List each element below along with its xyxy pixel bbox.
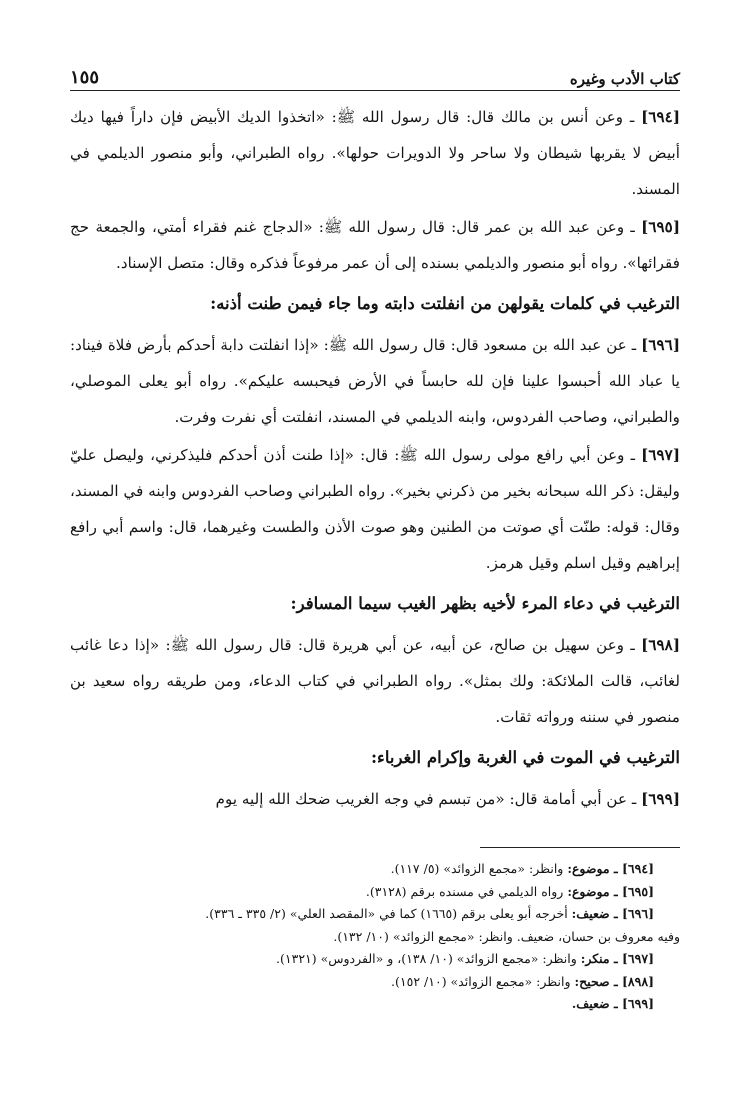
main-text bbox=[70, 99, 680, 817]
footnote-number: [٦٩٤] bbox=[622, 861, 654, 876]
hadith-number: [٦٩٥] bbox=[641, 218, 680, 236]
footnote-line bbox=[70, 858, 680, 881]
hadith-paragraph bbox=[70, 327, 680, 435]
hadith-text: ـ وعن أبي رافع مولى رسول الله ﷺ: قال: «إذا طنت أذن أحدكم فليذكرني، وليصل عليّ وليقل: ذكر الله سبحانه بخير من ذكرني بخير». رواه الطبراني وصاحب الفردوس وابنه في المسند، وقال: قوله: طنّت أي صوتت من الطنين وهو صوت الأذن والطست وغيرهما، قال: واسم أبي رافع إبراهيم وقيل اسلم وقيل هرمز. bbox=[70, 446, 680, 572]
header-title: كتاب الأدب وغيره bbox=[569, 70, 680, 88]
hadith-paragraph bbox=[70, 627, 680, 735]
footnote-text: وانظر: «مجمع الزوائد» (٥/ ١١٧). bbox=[390, 861, 568, 876]
footnote-line bbox=[70, 971, 680, 994]
footnote-line bbox=[70, 993, 680, 1016]
hadith-paragraph bbox=[70, 781, 680, 817]
hadith-number: [٦٩٤] bbox=[641, 108, 680, 126]
hadith-number: [٦٩٨] bbox=[641, 636, 680, 654]
hadith-paragraph bbox=[70, 437, 680, 581]
hadith-number: [٦٩٩] bbox=[641, 790, 680, 808]
footnotes bbox=[70, 858, 680, 1016]
footnote-text: وانظر: «مجمع الزوائد» (١٠/ ١٣٨)، و «الفردوس» (١٣٢١). bbox=[276, 951, 581, 966]
footnote-grade: ـ موضوع: bbox=[567, 883, 622, 899]
hadith-paragraph bbox=[70, 99, 680, 207]
footnote-number: [٦٩٥] bbox=[622, 883, 654, 899]
footnote-continuation bbox=[70, 926, 680, 949]
footnote-text: وفيه معروف بن حسان، ضعيف. وانظر: «مجمع الزوائد» (١٠/ ١٣٢). bbox=[333, 928, 680, 944]
hadith-text: ـ وعن أنس بن مالك قال: قال رسول الله ﷺ: «اتخذوا الديك الأبيض فإن داراً فيها ديك أبيض لا يقربها شيطان ولا ساحر ولا الدويرات حولها». رواه الطبراني، وأبو منصور الديلمي في المسند. bbox=[70, 108, 680, 198]
hadith-text: ـ عن أبي أمامة قال: «من تبسم في وجه الغريب ضحك الله إليه يوم bbox=[215, 790, 642, 808]
hadith-text: ـ وعن سهيل بن صالح، عن أبيه، عن أبي هريرة قال: قال رسول الله ﷺ: «إذا دعا غائب لغائب، قالت الملائكة: ولك بمثل». رواه الطبراني في كتاب الدعاء، ومن طريقه رواه سعيد بن منصور في سننه ورواته ثقات. bbox=[70, 636, 680, 726]
hadith-text: ـ وعن عبد الله بن عمر قال: قال رسول الله ﷺ: «الدجاج غنم فقراء أمتي، والجمعة حج فقرائها». رواه أبو منصور والديلمي بسنده إلى أن عمر مرفوعاً فذكره وقال: متصل الإسناد. bbox=[70, 218, 680, 272]
book-page bbox=[70, 56, 680, 1016]
footnote-line bbox=[70, 903, 680, 926]
footnote-grade: ـ منكر: bbox=[580, 951, 622, 966]
hadith-number: [٦٩٦] bbox=[641, 336, 680, 354]
page-number: ١٥٥ bbox=[70, 67, 100, 88]
footnote-number: [٦٩٦] bbox=[622, 906, 654, 921]
footnote-number: [٨٩٨] bbox=[622, 973, 654, 989]
section-heading: الترغيب في دعاء المرء لأخيه بظهر الغيب سيما المسافر: bbox=[290, 594, 680, 613]
footnote-text: رواه الديلمي في مسنده برقم (٣١٢٨). bbox=[365, 883, 568, 899]
footnote-grade: ـ ضعيف: bbox=[571, 906, 622, 921]
footnote-text: أخرجه أبو يعلى برقم (١٦٦٥) كما في «المقصد العلي» (٢/ ٣٣٥ ـ ٣٣٦). bbox=[205, 906, 572, 921]
hadith-text: ـ عن عبد الله بن مسعود قال: قال رسول الله ﷺ: «إذا انفلتت دابة أحدكم بأرض فلاة فيناد: يا عباد الله أحبسوا علينا فإن لله حابساً في الأرض فيحبسه عليكم». رواه أبو يعلى الموصلي، والطبراني، وصاحب الفردوس، وابنه الديلمي في المسند، انفلتت أي نفرت وفرت. bbox=[70, 336, 680, 426]
footnote-number: [٦٩٧] bbox=[622, 951, 654, 966]
footnote-text: وانظر: «مجمع الزوائد» (١٠/ ١٥٢). bbox=[391, 973, 575, 989]
footnote-divider bbox=[480, 847, 680, 848]
footnote-number: [٦٩٩] bbox=[622, 996, 654, 1011]
footnote-line bbox=[70, 881, 680, 904]
section-heading: الترغيب في كلمات يقولهن من انفلتت دابته وما جاء فيمن طنت أذنه: bbox=[210, 294, 680, 313]
footnote-grade: ـ صحيح: bbox=[574, 973, 622, 989]
running-header bbox=[70, 56, 680, 91]
footnote-grade: ـ ضعيف. bbox=[571, 996, 622, 1011]
footnote-grade: ـ موضوع: bbox=[567, 861, 622, 876]
footnote-line bbox=[70, 948, 680, 971]
hadith-number: [٦٩٧] bbox=[641, 446, 680, 464]
section-heading: الترغيب في الموت في الغربة وإكرام الغرباء: bbox=[370, 748, 680, 767]
hadith-paragraph bbox=[70, 209, 680, 281]
